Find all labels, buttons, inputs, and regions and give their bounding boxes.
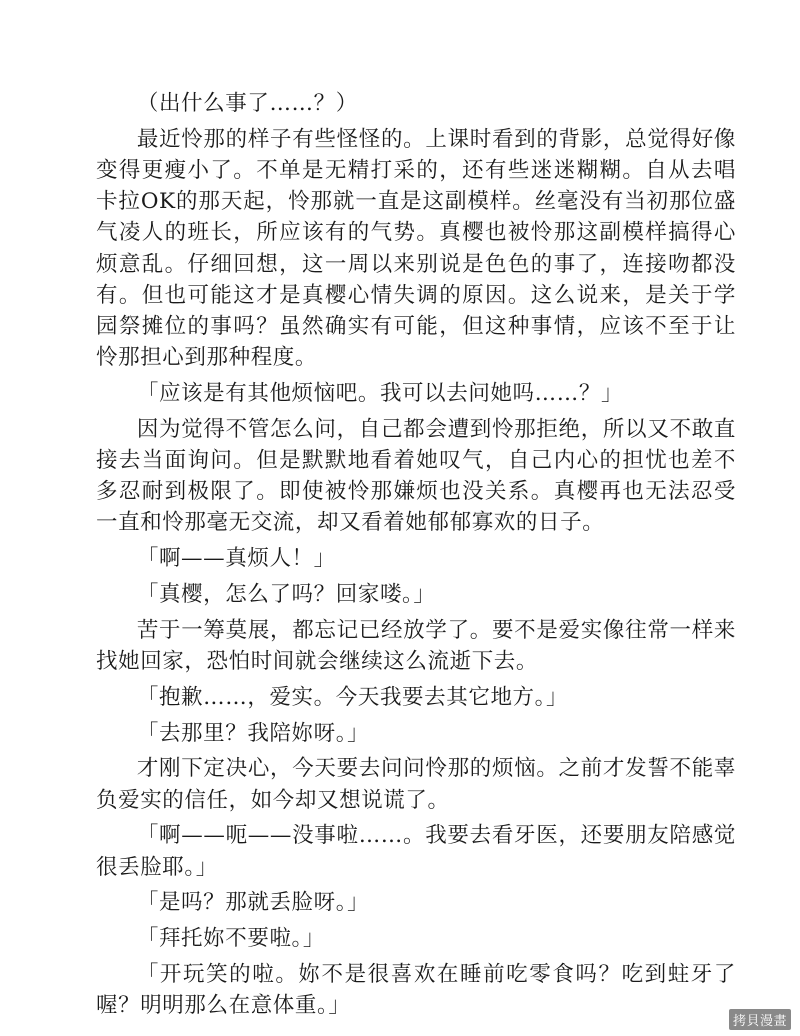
paragraph-13: 「拜托妳不要啦。」 [136,926,325,952]
paragraph-11: 「啊——呃——没事啦……。我要去看牙医，还要朋友陪感觉很丢脸耶。」 [96,823,736,880]
paragraph-7: 苦于一筹莫展，都忘记已经放学了。要不是爱实像往常一样来找她回家，恐怕时间就会继续这么流逝下去。 [96,617,736,675]
paragraph-9: 「去那里？我陪妳呀。」 [136,720,370,746]
paragraph-8: 「抱歉……，爱实。今天我要去其它地方。」 [136,684,569,710]
paragraph-1: （出什么事了……？） [136,91,358,116]
paragraph-4: 因为觉得不管怎么问，自己都会遭到怜那拒绝，所以又不敢直接去当面询问。但是默默地看着她叹气，自己内心的担忧也差不多忍耐到极限了。即使被怜那嫌烦也没关系。真樱再也无法忍受一直和怜那毫无交流，却又看着她郁郁寡欢的日子。 [96,416,736,536]
text-page [96,88,736,1026]
paragraph-12: 「是吗？那就丢脸呀。」 [136,890,370,916]
paragraph-10: 才刚下定决心，今天要去问问怜那的烦恼。之前才发誓不能辜负爱实的信任，如今却又想说谎了。 [96,756,736,813]
paragraph-14: 「开玩笑的啦。妳不是很喜欢在睡前吃零食吗？吃到蛀牙了喔？明明那么在意体重。」 [96,962,736,1019]
paragraph-6: 「真樱，怎么了吗？回家喽。」 [136,582,436,608]
paragraph-2: 最近怜那的样子有些怪怪的。上课时看到的背影，总觉得好像变得更瘦小了。不单是无精打采的，还有些迷迷糊糊。自从去唱卡拉OK的那天起，怜那就一直是这副模样。丝毫没有当初那位盛气凌人的班长，所应该有的气势。真樱也被怜那这副模样搞得心烦意乱。仔细回想，这一周以来别说是色色的事了，连接吻都没有。但也可能这才是真樱心情失调的原因。这么说来，是关于学园祭摊位的事吗？虽然确实有可能，但这种事情，应该不至于让怜那担心到那种程度。 [96,126,736,371]
paragraph-3: 「应该是有其他烦恼吧。我可以去问她吗……？」 [136,381,624,407]
watermark-label: 拷貝漫畫 [729,1009,791,1030]
paragraph-5: 「啊——真烦人！」 [136,546,336,572]
